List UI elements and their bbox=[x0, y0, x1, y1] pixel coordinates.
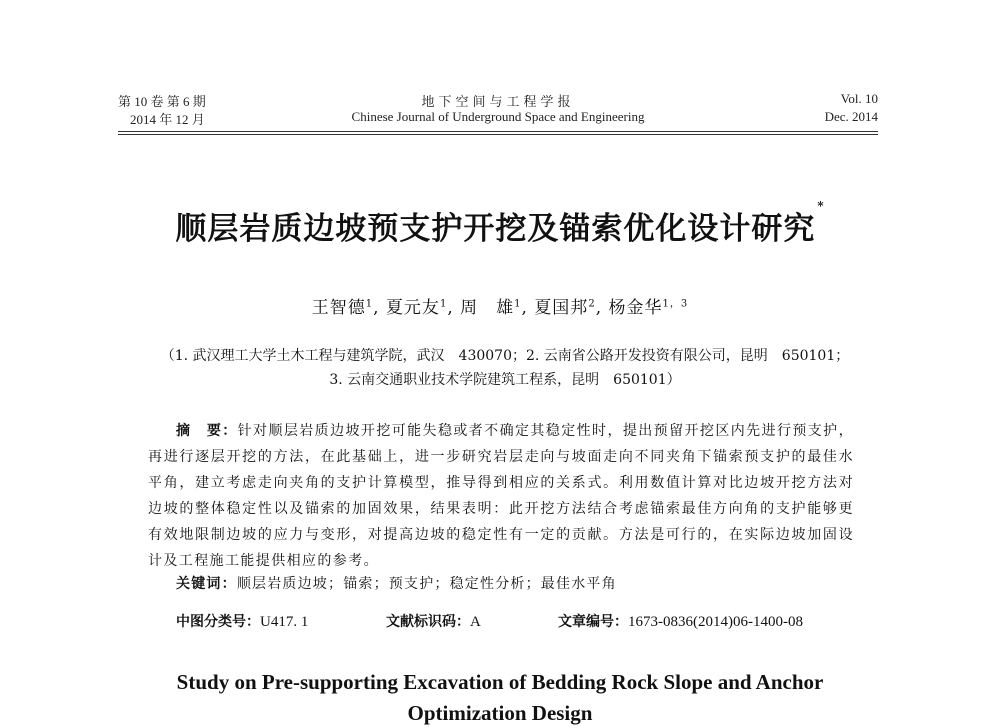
header-rule-top bbox=[118, 131, 878, 132]
volume-en: Vol. 10 bbox=[840, 91, 878, 106]
journal-name-en: Chinese Journal of Underground Space and Engineering bbox=[351, 109, 645, 124]
author: 周 雄$^1$, bbox=[460, 298, 528, 318]
article-title-cn bbox=[0, 199, 1000, 248]
date-cn: 2014 年 12 月 bbox=[130, 112, 205, 127]
date-en: Dec. 2014 bbox=[824, 109, 878, 124]
keywords bbox=[176, 573, 617, 593]
title-footnote-mark: * bbox=[817, 199, 825, 213]
author: 夏元友$^1$, bbox=[385, 298, 454, 318]
affiliation-line-1: （1. 武汉理工大学土木工程与建筑学院，武汉 430070；2. 云南省公路开发投资有限公司，昆明 650101； bbox=[160, 348, 850, 364]
author: 杨金华$^{1,3}$ bbox=[608, 298, 689, 318]
author: 王智德$^1$, bbox=[311, 298, 380, 318]
journal-name-cn: 地下空间与工程学报 bbox=[421, 94, 575, 109]
article-number: 文章编号：1673-0836(2014)06-1400-08 bbox=[558, 614, 803, 630]
abstract-text: 针对顺层岩质边坡开挖可能失稳或者不确定其稳定性时，提出预留开挖区内先进行预支护，再进行逐层开挖的方法，在此基础上，进一步研究岩层走向与坡面走向不同夹角下锚索预支护的最佳水平角，建立考虑走向夹角的支护计算模型，推导得到相应的关系式。利用数值计算对比边坡开挖方法对边坡的整体稳定性以及锚索的加固效果，结果表明：此开挖方法结合考虑锚索最佳方向角的支护能够更有效地限制边坡的应力与变形，对提高边坡的稳定性有一定的贡献。方法是可行的，在实际边坡加固设计及工程施工能提供相应的参考。 bbox=[148, 423, 854, 569]
abstract bbox=[148, 418, 854, 574]
author-list bbox=[0, 293, 1000, 318]
header-rule-bottom bbox=[118, 134, 878, 135]
author: 夏国邦$^2$, bbox=[534, 298, 603, 318]
article-title-en-line-1: Study on Pre-supporting Excavation of Bedding Rock Slope and Anchor bbox=[176, 670, 824, 694]
abstract-label: 摘 要： bbox=[176, 423, 238, 439]
title-text: 顺层岩质边坡预支护开挖及锚索优化设计研究 bbox=[175, 211, 816, 247]
journal-header bbox=[118, 91, 878, 127]
keywords-text: 顺层岩质边坡；锚索；预支护；稳定性分析；最佳水平角 bbox=[236, 576, 617, 592]
affiliation-line-2: 3. 云南交通职业技术学院建筑工程系，昆明 650101） bbox=[329, 372, 681, 388]
volume-issue-cn: 第 10 卷 第 6 期 bbox=[118, 94, 206, 109]
article-title-en-line-2: Optimization Design bbox=[407, 701, 593, 725]
document-code: 文献标识码：A bbox=[386, 614, 481, 630]
clc-number: 中图分类号：U417. 1 bbox=[176, 614, 309, 630]
keywords-label: 关键词： bbox=[176, 576, 237, 592]
